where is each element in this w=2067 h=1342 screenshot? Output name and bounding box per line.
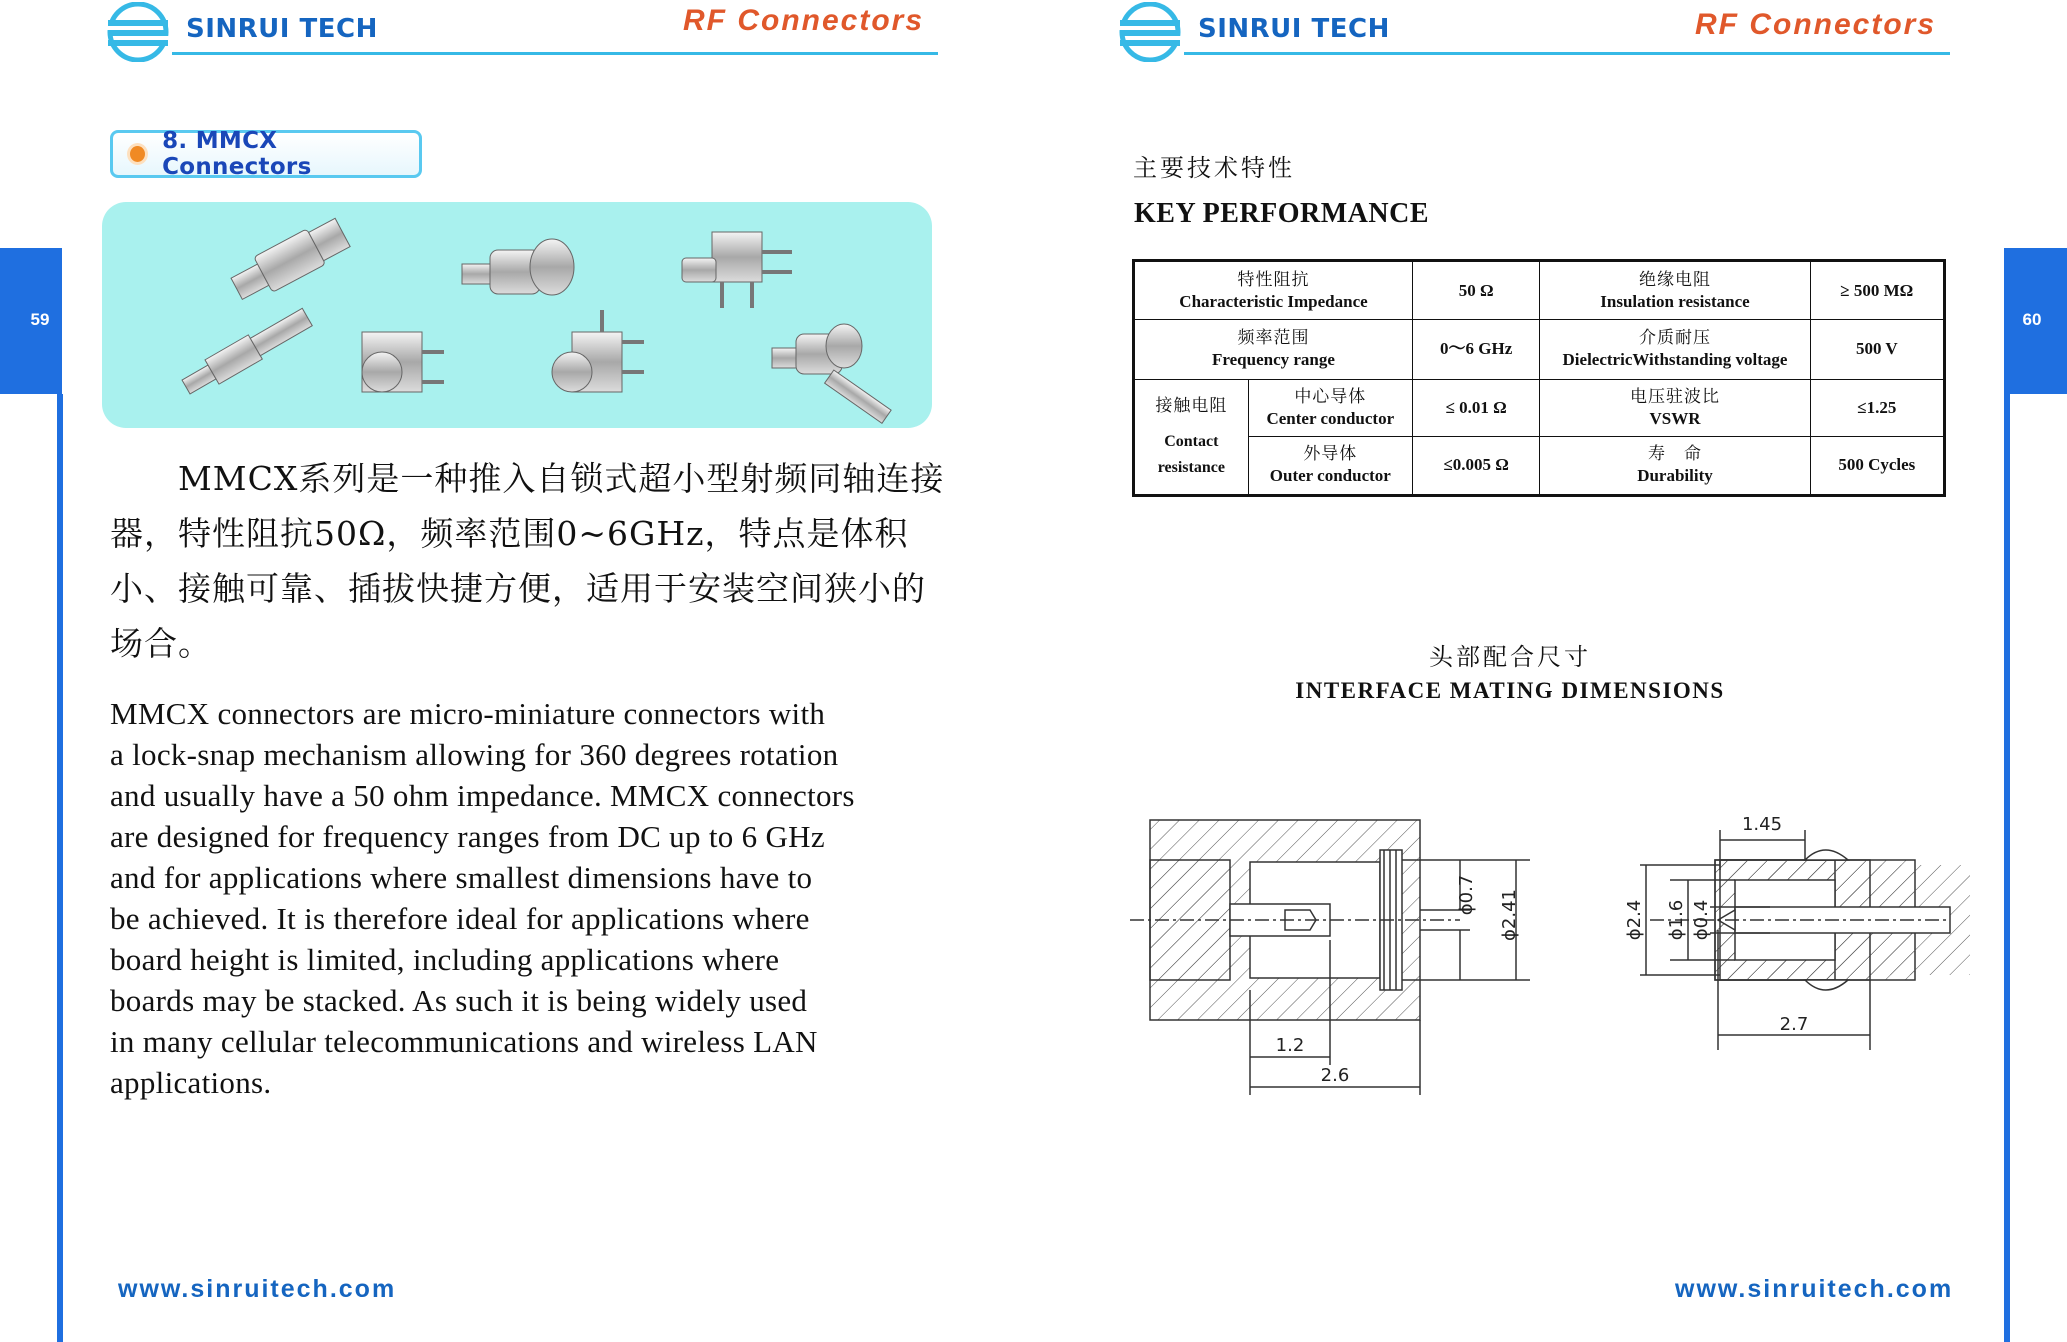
dim-phi-0-7: ϕ0.7 [1456, 874, 1477, 916]
key-performance-cn: 主要技术特性 [1133, 154, 1295, 182]
header-rule [172, 52, 938, 55]
contact-en-2: resistance [1157, 458, 1225, 476]
description-en-line: and for applications where smallest dimensions have to [110, 860, 813, 895]
website-link[interactable]: www.sinruitech.com [1675, 1275, 1954, 1303]
description-en-line: be achieved. It is therefore ideal for applications where [110, 901, 810, 936]
dim-1-45: 1.45 [1741, 814, 1783, 835]
header-title: RF Connectors [1695, 8, 1937, 41]
page-number: 60 [2022, 310, 2042, 329]
side-stripe [2004, 394, 2010, 1342]
key-performance-en: KEY PERFORMANCE [1134, 198, 1430, 229]
center-conductor-label-cell [1248, 379, 1412, 436]
connector-pcb-right-angle-jack-icon [362, 332, 444, 392]
frequency-en: Frequency range [1212, 350, 1335, 370]
connector-photos [102, 202, 932, 428]
description-en-line: board height is limited, including applications where [110, 942, 780, 977]
frequency-label-cell [1134, 320, 1413, 379]
dimensions-title-cn: 头部配合尺寸 [1429, 643, 1591, 671]
brand-name: SINRUI TECH [186, 14, 378, 44]
frequency-value: 0～6 GHz [1412, 320, 1539, 379]
outer-en: Outer conductor [1269, 466, 1391, 486]
table-row [1134, 320, 1945, 379]
dielectric-cn: 介质耐压 [1638, 328, 1711, 349]
table-row [1134, 261, 1945, 320]
contact-cn: 接触电阻 [1155, 395, 1228, 416]
plug-interface-drawing [1570, 800, 1970, 1060]
description-en-line: and usually have a 50 ohm impedance. MMCX connectors [110, 778, 855, 813]
dim-phi-2-4: ϕ2.4 [1624, 899, 1645, 941]
dim-phi-0-4: ϕ0.4 [1691, 899, 1712, 941]
vswr-value: ≤1.25 [1810, 379, 1944, 436]
insulation-cn: 绝缘电阻 [1638, 269, 1711, 290]
impedance-cn: 特性阻抗 [1237, 269, 1310, 290]
durability-value: 500 Cycles [1810, 436, 1944, 495]
dim-2-7: 2.7 [1779, 1014, 1809, 1035]
sinrui-logo-icon [106, 2, 170, 62]
description-en-line: applications. [110, 1065, 272, 1100]
connector-right-angle-cable-icon [772, 324, 891, 423]
center-value: ≤ 0.01 Ω [1412, 379, 1539, 436]
website-link[interactable]: www.sinruitech.com [118, 1275, 397, 1303]
table-row [1134, 436, 1945, 495]
dielectric-label-cell [1540, 320, 1810, 379]
durability-label-cell [1540, 436, 1810, 495]
outer-value: ≤0.005 Ω [1412, 436, 1539, 495]
product-photo-panel [102, 202, 932, 428]
dim-2-6: 2.6 [1320, 1065, 1350, 1086]
vswr-label-cell [1540, 379, 1810, 436]
bullet-icon [127, 143, 148, 165]
connector-pcb-jack-icon [682, 232, 792, 308]
brand-name: SINRUI TECH [1198, 14, 1390, 44]
contact-en-1: Contact [1164, 432, 1219, 450]
description-en-line: MMCX connectors are micro-miniature connectors with [110, 696, 826, 731]
durability-cn: 寿 命 [1647, 444, 1702, 465]
dim-phi-2-41: ϕ2.41 [1499, 889, 1520, 941]
dimensions-title-en: INTERFACE MATING DIMENSIONS [1295, 678, 1725, 703]
section-label [110, 130, 422, 178]
dim-phi-1-6: ϕ1.6 [1666, 899, 1687, 941]
insulation-value: ≥ 500 MΩ [1810, 261, 1944, 320]
table-row [1134, 379, 1945, 436]
vswr-en: VSWR [1649, 408, 1701, 428]
contact-resistance-label-cell [1134, 379, 1249, 496]
page-number: 59 [30, 310, 50, 329]
description-en [110, 693, 960, 1103]
description-en-line: a lock-snap mechanism allowing for 360 degrees rotation [110, 737, 839, 772]
header-title: RF Connectors [683, 4, 925, 37]
description-cn: MMCX系列是一种推入自锁式超小型射频同轴连接器，特性阻抗50Ω，频率范围0~6GHz，特点是体积小、接触可靠、插拔快捷方便，适用于安装空间狭小的场合。 [110, 459, 945, 663]
vswr-cn: 电压驻波比 [1629, 386, 1720, 407]
sinrui-logo-icon [1118, 2, 1182, 62]
section-label-text: 8. MMCX Connectors [162, 128, 312, 180]
center-cn: 中心导体 [1294, 386, 1367, 407]
outer-conductor-label-cell [1248, 436, 1412, 495]
header-rule [1184, 52, 1950, 55]
key-performance-table [1132, 259, 1946, 497]
side-stripe [57, 394, 63, 1342]
description-en-line: are designed for frequency ranges from DC up to 6 GHz [110, 819, 825, 854]
impedance-label-cell [1134, 261, 1413, 320]
connector-pcb-jack-2-icon [552, 310, 644, 392]
insulation-label-cell [1540, 261, 1810, 320]
impedance-value: 50 Ω [1412, 261, 1539, 320]
description-en-line: in many cellular telecommunications and wireless LAN [110, 1024, 818, 1059]
insulation-en: Insulation resistance [1600, 291, 1750, 311]
impedance-en: Characteristic Impedance [1179, 291, 1368, 311]
connector-cable-plug-icon [179, 305, 314, 399]
durability-en: Durability [1637, 466, 1713, 486]
connector-right-angle-plug-icon [462, 239, 574, 295]
connector-straight-plug-icon [227, 215, 352, 307]
center-en: Center conductor [1266, 408, 1395, 428]
dim-1-2: 1.2 [1275, 1035, 1305, 1056]
description-en-line: boards may be stacked. As such it is being widely used [110, 983, 808, 1018]
dielectric-value: 500 V [1810, 320, 1944, 379]
outer-cn: 外导体 [1303, 444, 1358, 465]
frequency-cn: 频率范围 [1237, 328, 1310, 349]
dielectric-en: DielectricWithstanding voltage [1562, 350, 1788, 370]
jack-interface-drawing [1120, 800, 1560, 1100]
